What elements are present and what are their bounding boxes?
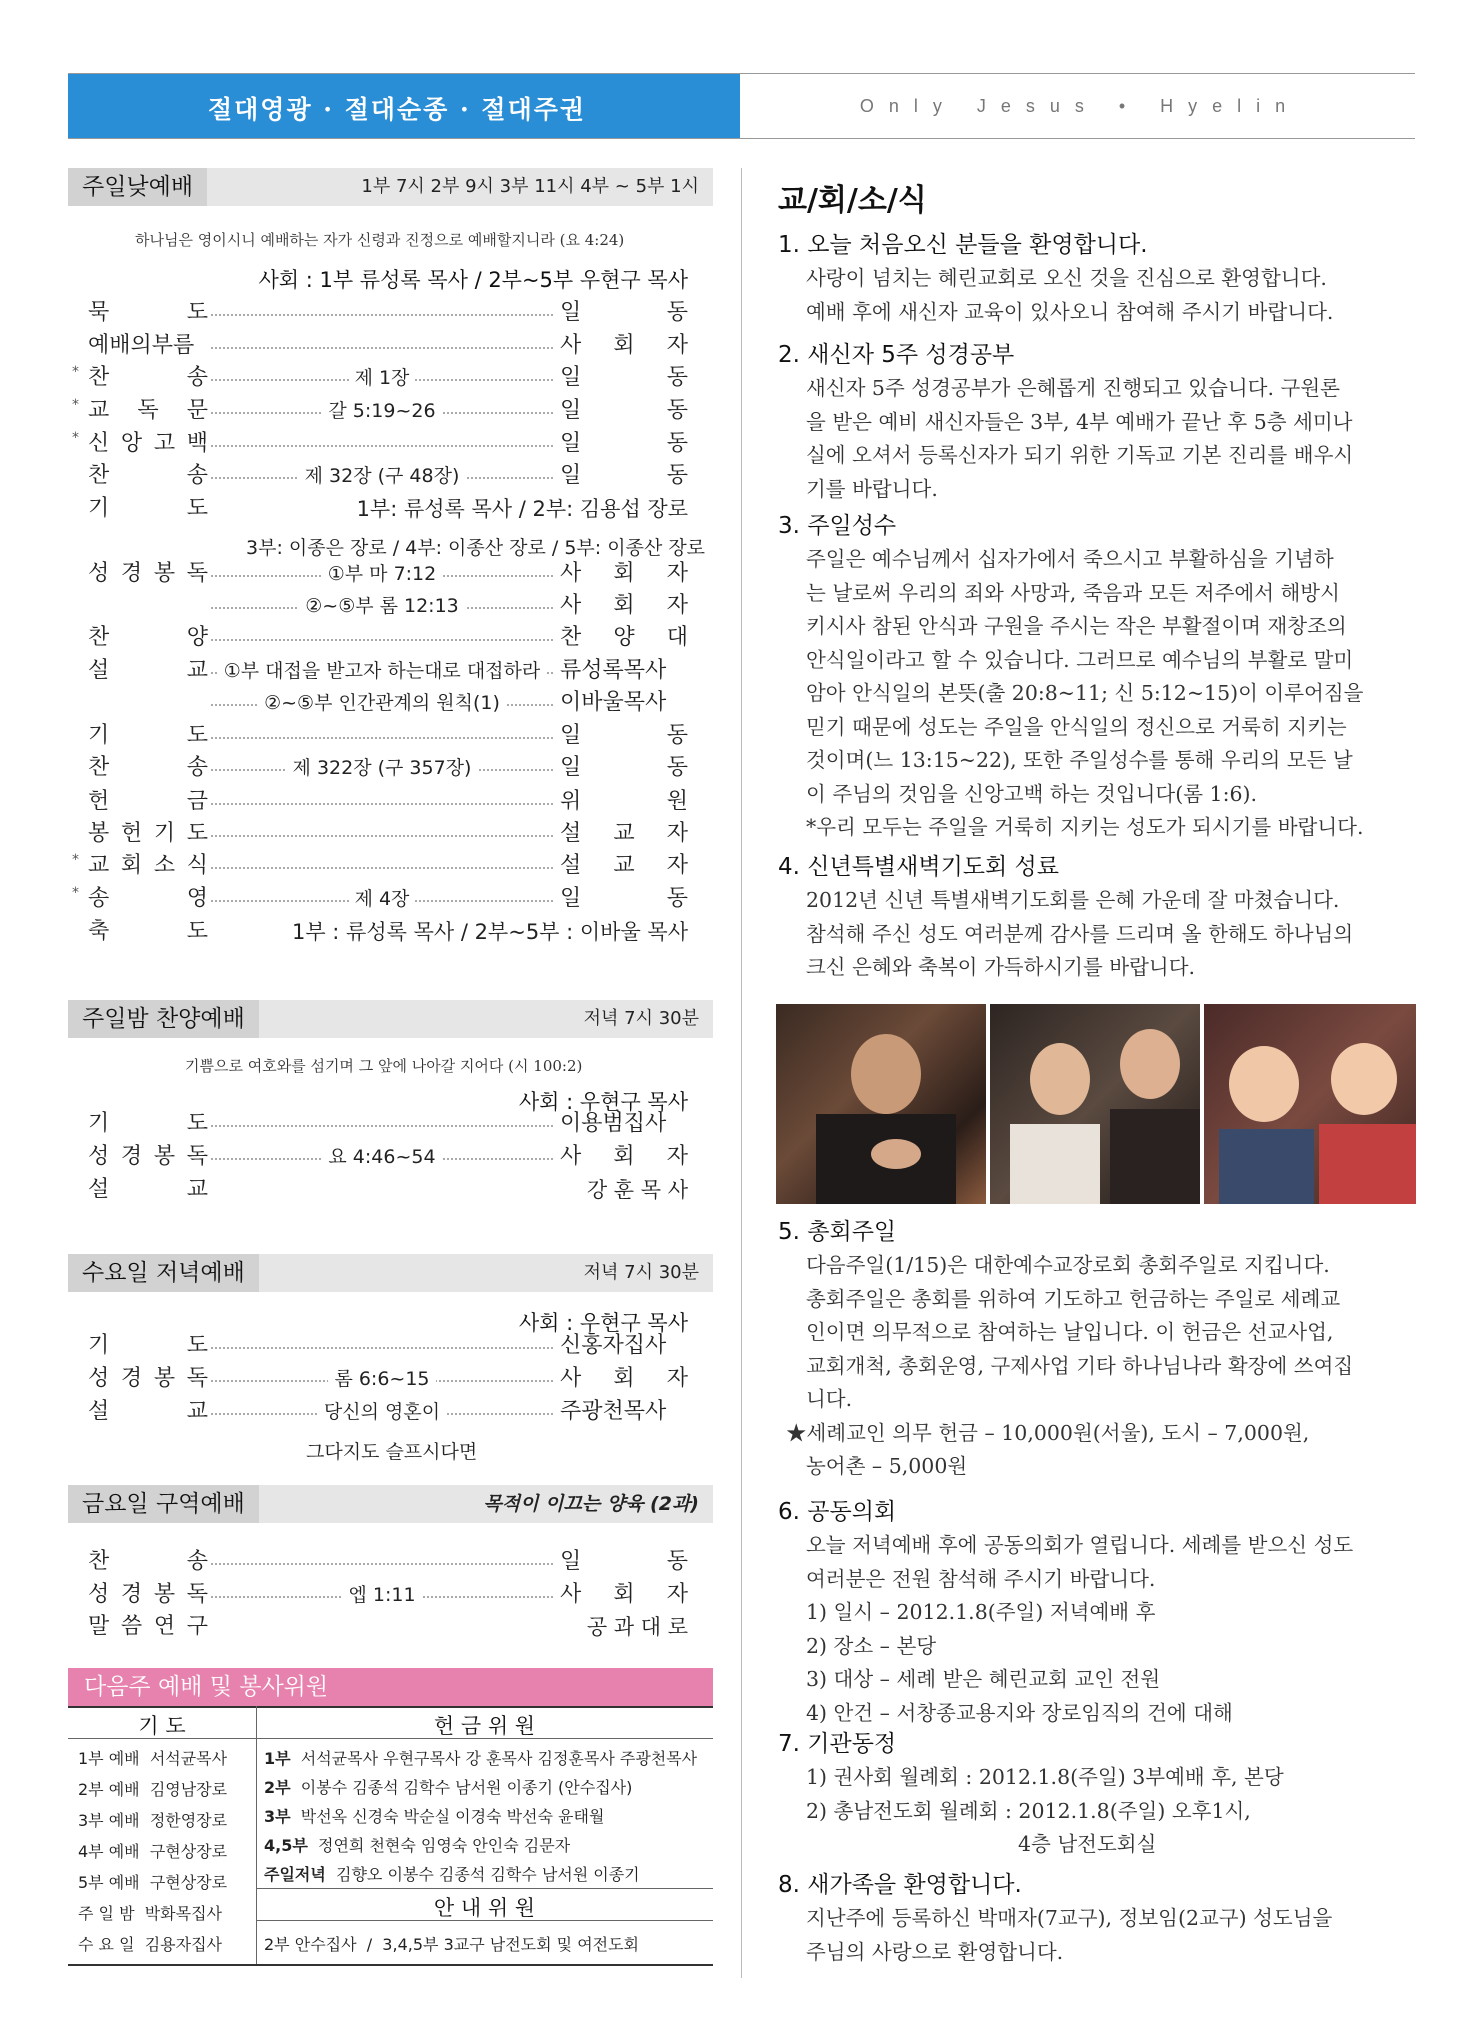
order-leader: 일 동 (560, 300, 688, 325)
service-name: 1부 예배 (78, 1749, 140, 1768)
order-leader: 사 회 자 (560, 593, 688, 618)
offering-part: 주일저녁 (264, 1865, 326, 1884)
news-line: 예배 후에 새신자 교육이 있사오니 참여해 주시기 바랍니다. (806, 299, 1334, 324)
order-label: 송 영 (88, 886, 208, 911)
prayer-extra: 3부: 이종은 장로 / 4부: 이종산 장로 / 5부: 이종산 장로 (246, 537, 706, 559)
order-detail: 요 4:46~54 (322, 1146, 441, 1168)
order-leader: 일 동 (560, 398, 688, 423)
news-line: 는 날로써 우리의 죄와 사망과, 죽음과 모든 저주에서 해방시 (806, 580, 1340, 605)
news-heading: 5. 총회주일 (778, 1219, 897, 1245)
order-detail: 제 32장 (구 48장) (299, 465, 466, 487)
news-line: 암아 안식일의 본뜻(출 20:8~11; 신 5:12~15)이 이루어짐을 (806, 681, 1364, 705)
order-leader: 일 동 (560, 1549, 688, 1574)
wednesday-header (68, 1254, 713, 1292)
order-detail: 갈 5:19~26 (322, 400, 441, 422)
news-heading: 7. 기관동정 (778, 1731, 897, 1757)
order-leader: 사 회 자 (560, 1366, 688, 1391)
offering-row (264, 1804, 604, 1827)
order-label: 봉 헌 기 도 (88, 821, 208, 846)
star-note: ★세례교인 의무 헌금 – 10,000원(서울), 도시 – 7,000원, (786, 1420, 1310, 1445)
usher-header: 안 내 위 원 (433, 1896, 536, 1920)
order-leader: 이바울목사 (560, 690, 667, 715)
news-heading: 1. 오늘 처음오신 분들을 환영합니다. (778, 232, 1148, 258)
news-line: 참석해 주신 성도 여러분께 감사를 드리며 올 한해도 하나님의 (806, 921, 1354, 946)
order-item (68, 720, 688, 752)
offering-row (264, 1775, 632, 1798)
order-label: 성 경 봉 독 (88, 561, 208, 586)
news-item (778, 1727, 1408, 1862)
news-item (778, 509, 1408, 845)
order-item (68, 752, 688, 784)
order-leader: 설 교 자 (560, 853, 688, 878)
leader-dots (211, 639, 553, 641)
order-leader: 사 회 자 (560, 333, 688, 358)
news-line: 새신자 5주 성경공부가 은혜롭게 진행되고 있습니다. 구원론 (806, 376, 1340, 400)
news-line: 주님의 사랑으로 환영합니다. (806, 1939, 1064, 1964)
order-label: 찬 송 (88, 1549, 208, 1574)
order-leader: 1부: 류성록 목사 / 2부: 김용섭 장로 (356, 497, 688, 521)
news-line: 크신 은혜와 축복이 가득하시기를 바랍니다. (806, 955, 1196, 979)
column-divider (741, 168, 742, 1978)
order-leader: 위 원 (560, 789, 688, 814)
order-item (68, 1546, 688, 1578)
prayer-row (78, 1901, 222, 1924)
order-item (68, 395, 688, 427)
offering-header: 헌 금 위 원 (433, 1714, 536, 1738)
order-item (68, 1141, 688, 1173)
star-note: 농어촌 – 5,000원 (806, 1454, 968, 1478)
order-item (68, 1108, 688, 1140)
order-label: 설 교 (88, 1399, 208, 1424)
usher-row (264, 1932, 639, 1955)
news-line: 교회개척, 총회운영, 구제사업 기타 하나님나라 확장에 쓰여집 (806, 1353, 1354, 1378)
prayer-header: 기 도 (138, 1714, 186, 1738)
news-line: 여러분은 전원 참석해 주시기 바랍니다. (806, 1566, 1156, 1591)
section-subtitle: 목적이 이끄는 양육 (2과) (483, 1493, 699, 1515)
news-line: 2) 장소 – 본당 (806, 1633, 937, 1658)
news-line: 사랑이 넘치는 혜린교회로 오신 것을 진심으로 환영합니다. (806, 266, 1327, 290)
order-detail: 당신의 영혼이 (318, 1401, 446, 1423)
news-line: 4층 남전도회실 (1018, 1832, 1157, 1856)
news-line: 2) 총남전도회 월례회 : 2012.1.8(주일) 오후1시, (806, 1798, 1251, 1823)
photo-prayer-children (1204, 1004, 1416, 1204)
order-label: 찬 송 (88, 755, 208, 780)
leader-dots (211, 867, 553, 869)
order-item (68, 818, 688, 850)
order-item (68, 493, 688, 525)
order-detail: ①부 마 7:12 (322, 563, 443, 585)
prayer-row (78, 1808, 227, 1831)
offering-names: 김향오 이봉수 김종석 김학수 남서원 이종기 (336, 1865, 640, 1884)
news-heading: 8. 새가족을 환영합니다. (778, 1872, 1022, 1898)
offering-names: 이봉수 김종석 김학수 남서원 이종기 (안수집사) (300, 1778, 633, 1797)
order-detail: 제 322장 (구 357장) (287, 757, 478, 779)
leader-dots (211, 803, 553, 805)
order-item (68, 622, 688, 654)
news-line: 니다. (806, 1387, 853, 1411)
offering-part: 1부 (264, 1749, 291, 1768)
order-leader: 일 동 (560, 431, 688, 456)
news-line: 총회주일은 총회를 위하여 기도하고 헌금하는 주일로 세례교 (806, 1286, 1341, 1311)
news-item (778, 228, 1408, 329)
order-leader: 일 동 (560, 365, 688, 390)
order-item (68, 850, 688, 882)
order-leader: 일 동 (560, 886, 688, 911)
tagline: Only Jesus • Hyelin (859, 96, 1301, 116)
service-name: 5부 예배 (78, 1873, 140, 1892)
order-label: 기 도 (88, 1111, 208, 1136)
news-line: 1) 권사회 월례회 : 2012.1.8(주일) 3부예배 후, 본당 (806, 1765, 1284, 1789)
order-label: 성 경 봉 독 (88, 1366, 208, 1391)
photo-prayer-women (990, 1004, 1200, 1204)
news-line: 3) 대상 – 세례 받은 혜린교회 교인 전원 (806, 1667, 1161, 1691)
order-leader: 설 교 자 (560, 821, 688, 846)
friday-header (68, 1485, 713, 1523)
section-time: 저녁 7시 30분 (583, 1262, 699, 1283)
order-item (68, 1174, 688, 1206)
sunday-morning-header (68, 168, 713, 206)
order-item (68, 362, 688, 394)
news-line: 1) 일시 – 2012.1.8(주일) 저녁예배 후 (806, 1600, 1156, 1624)
prayer-leader: 서석균목사 (149, 1749, 228, 1768)
news-line: 다음주일(1/15)은 대한예수교장로회 총회주일로 지킵니다. (806, 1253, 1330, 1277)
news-line: 것이며(느 13:15~22), 또한 주일성수를 통해 우리의 모든 날 (806, 748, 1353, 772)
news-line: 이 주님의 것임을 신앙고백 하는 것입니다(롬 1:6). (806, 781, 1258, 806)
next-week-header (68, 1668, 713, 1706)
leader-dots (211, 737, 553, 739)
order-label: 교 회 소 식 (88, 853, 208, 878)
sunday-evening-header (68, 1000, 713, 1038)
order-item (68, 1363, 688, 1395)
service-name: 2부 예배 (78, 1780, 140, 1799)
order-leader: 일 동 (560, 723, 688, 748)
order-item (68, 428, 688, 460)
order-item (68, 1611, 688, 1643)
prayer-row (78, 1839, 227, 1862)
order-detail: 제 1장 (349, 367, 416, 389)
order-leader: 류성록목사 (560, 658, 667, 683)
order-label: 찬 송 (88, 463, 208, 488)
offering-part: 2부 (264, 1778, 291, 1797)
order-item (68, 297, 688, 329)
order-leader: 사 회 자 (560, 1144, 688, 1169)
news-heading: 3. 주일성수 (778, 513, 897, 539)
news-line: 주일은 예수님께서 십자가에서 죽으시고 부활하심을 기념하 (806, 547, 1334, 571)
order-leader: 1부 : 류성록 목사 / 2부~5부 : 이바울 목사 (291, 920, 688, 944)
scripture-verse: 기쁨으로 여호와를 섬기며 그 앞에 나아갈 지어다 (시 100:2) (185, 1057, 583, 1075)
order-item (68, 655, 688, 687)
offering-names: 서석균목사 우현구목사 강 훈목사 김정훈목사 주광천목사 (300, 1749, 698, 1768)
order-item (68, 883, 688, 915)
person-icon (1204, 1004, 1416, 1204)
prayer-leader: 박화목집사 (144, 1904, 222, 1923)
order-item (68, 786, 688, 818)
order-item (68, 590, 688, 622)
order-label: 말 씀 연 구 (88, 1614, 208, 1639)
prayer-row (78, 1777, 227, 1800)
leader-dots (211, 835, 553, 837)
order-leader: 사 회 자 (560, 1582, 688, 1607)
order-leader: 주광천목사 (560, 1399, 667, 1424)
order-label: 묵 도 (88, 300, 208, 325)
order-label: 설 교 (88, 1177, 208, 1202)
service-name: 수 요 일 (78, 1935, 135, 1954)
section-times: 1부 7시 2부 9시 3부 11시 4부 ~ 5부 1시 (361, 176, 699, 197)
order-label: 성 경 봉 독 (88, 1582, 208, 1607)
news-item (778, 850, 1408, 985)
order-label: 찬 송 (88, 365, 208, 390)
order-label: 기 도 (88, 496, 208, 521)
prayer-row (78, 1932, 222, 1955)
news-item (778, 338, 1408, 506)
order-leader: 사 회 자 (560, 561, 688, 586)
order-label: 교 독 문 (88, 398, 208, 423)
order-item (68, 1330, 688, 1362)
header-banner (68, 74, 740, 138)
order-detail: ②~⑤부 롬 12:13 (299, 595, 465, 617)
usher-part: 3,4,5부 (382, 1935, 439, 1954)
usher-names: 안수집사 (294, 1935, 357, 1954)
emcee: 사회 : 우현구 목사 (518, 1090, 688, 1114)
order-detail: 롬 6:6~15 (328, 1368, 435, 1390)
prayer-leader: 김영남장로 (149, 1780, 228, 1799)
order-detail: 제 4장 (349, 888, 416, 910)
emcee: 사회 : 1부 류성록 목사 / 2부~5부 우현구 목사 (258, 268, 688, 292)
news-line: 키시사 참된 안식과 구원을 주시는 작은 부활절이며 재창조의 (806, 614, 1347, 638)
news-line: 2012년 신년 특별새벽기도회를 은혜 가운데 잘 마쳤습니다. (806, 888, 1340, 912)
offering-names: 박선옥 신경숙 박순실 이경숙 박선숙 윤태월 (300, 1807, 605, 1826)
person-icon (990, 1004, 1200, 1204)
news-line: 지난주에 등록하신 박매자(7교구), 정보임(2교구) 성도님을 (806, 1906, 1333, 1930)
sermon-extra: 그다지도 슬프시다면 (306, 1441, 478, 1463)
order-label: 설 교 (88, 658, 208, 683)
order-leader: 일 동 (560, 755, 688, 780)
order-leader: 공 과 대 로 (586, 1615, 688, 1639)
section-title: 주일밤 찬양예배 (68, 1000, 259, 1038)
scripture-verse: 하나님은 영이시니 예배하는 자가 신령과 진정으로 예배할지니라 (요 4:24) (135, 231, 625, 249)
leader-dots (211, 1347, 553, 1349)
order-leader: 찬 양 대 (560, 625, 688, 650)
news-line: 실에 오셔서 등록신자가 되기 위한 기독교 기본 진리를 배우시 (806, 443, 1354, 467)
order-label: 신 앙 고 백 (88, 431, 208, 456)
offering-part: 4,5부 (264, 1836, 308, 1855)
order-leader: 신홍자집사 (560, 1333, 667, 1358)
order-detail: 엡 1:11 (342, 1584, 421, 1606)
order-label: 성 경 봉 독 (88, 1144, 208, 1169)
news-line: 기를 바랍니다. (806, 476, 938, 501)
order-item (68, 1396, 688, 1428)
order-item (68, 916, 688, 948)
leader-dots (211, 1125, 553, 1127)
star-mark: * (72, 397, 79, 413)
leader-dots (211, 347, 553, 349)
news-heading: 2. 새신자 5주 성경공부 (778, 342, 1015, 368)
prayer-row (78, 1746, 227, 1769)
star-mark: * (72, 885, 79, 901)
prayer-leader: 김용자집사 (144, 1935, 222, 1954)
photo-prayer-man (776, 1004, 986, 1204)
prayer-leader: 정한영장로 (149, 1811, 228, 1830)
service-name: 4부 예배 (78, 1842, 140, 1861)
order-leader: 이용범집사 (560, 1111, 667, 1136)
star-mark: * (72, 430, 79, 446)
news-line: 인이면 의무적으로 참여하는 날입니다. 이 헌금은 선교사업, (806, 1320, 1334, 1344)
offering-part: 3부 (264, 1807, 291, 1826)
order-detail: ①부 대접을 받고자 하는대로 대접하라 (218, 660, 547, 682)
section-title: 수요일 저녁예배 (68, 1254, 259, 1292)
order-label: 기 도 (88, 723, 208, 748)
leader-dots (211, 1563, 553, 1565)
prayer-row (78, 1870, 227, 1893)
order-leader: 강 훈 목 사 (586, 1178, 688, 1202)
emcee: 사회 : 우현구 목사 (518, 1311, 688, 1335)
order-label: 헌 금 (88, 789, 208, 814)
news-item (778, 1495, 1408, 1730)
prayer-leader: 구현상장로 (149, 1873, 228, 1892)
news-line: 오늘 저녁예배 후에 공동의회가 열립니다. 세례를 받으신 성도 (806, 1533, 1354, 1557)
order-item (68, 558, 688, 590)
news-line: 안식일이라고 할 수 있습니다. 그러므로 예수님의 부활로 말미 (806, 647, 1354, 672)
order-label: 찬 양 (88, 625, 208, 650)
order-leader: 일 동 (560, 463, 688, 488)
prayer-leader: 구현상장로 (149, 1842, 228, 1861)
usher-sep: / (366, 1935, 373, 1954)
news-line: 4) 안건 – 서창종교용지와 장로임직의 건에 대해 (806, 1700, 1233, 1725)
service-name: 3부 예배 (78, 1811, 140, 1830)
order-detail: ②~⑤부 인간관계의 원칙(1) (258, 692, 506, 714)
order-label: 예배의부름 (88, 333, 195, 358)
order-item (68, 330, 688, 362)
news-heading: 6. 공동의회 (778, 1499, 897, 1525)
leader-dots (211, 314, 553, 316)
usher-names: 3교구 남전도회 및 여전도회 (443, 1935, 640, 1954)
section-time: 저녁 7시 30분 (583, 1008, 699, 1029)
leader-dots (211, 445, 553, 447)
order-label: 축 도 (88, 919, 208, 944)
person-icon (776, 1004, 986, 1204)
news-line: *우리 모두는 주일을 거룩히 지키는 성도가 되시기를 바랍니다. (806, 815, 1364, 839)
news-item (778, 1215, 1408, 1484)
service-name: 주 일 밤 (78, 1904, 135, 1923)
star-mark: * (72, 364, 79, 380)
order-item (68, 1579, 688, 1611)
offering-row (264, 1833, 570, 1856)
news-heading: 4. 신년특별새벽기도회 성료 (778, 854, 1059, 880)
offering-row (264, 1746, 697, 1769)
usher-part: 2부 (264, 1935, 290, 1954)
order-item (68, 460, 688, 492)
order-label: 기 도 (88, 1333, 208, 1358)
section-title: 금요일 구역예배 (68, 1485, 259, 1523)
news-line: 믿기 때문에 성도는 주일을 안식일의 정신으로 거룩히 지키는 (806, 714, 1347, 739)
news-item (778, 1868, 1408, 1969)
news-title: 교/회/소/식 (778, 183, 927, 218)
offering-row (264, 1862, 640, 1885)
news-line: 을 받은 예비 새신자들은 3부, 4부 예배가 끝난 후 5층 세미나 (806, 409, 1353, 434)
offering-names: 정연희 천현숙 임영숙 안인숙 김문자 (317, 1836, 571, 1855)
order-item (68, 687, 688, 719)
star-mark: * (72, 852, 79, 868)
motto: 절대영광 · 절대순종 · 절대주권 (208, 95, 587, 124)
section-title: 주일낮예배 (68, 168, 207, 206)
next-week-title: 다음주 예배 및 봉사위원 (84, 1674, 329, 1700)
